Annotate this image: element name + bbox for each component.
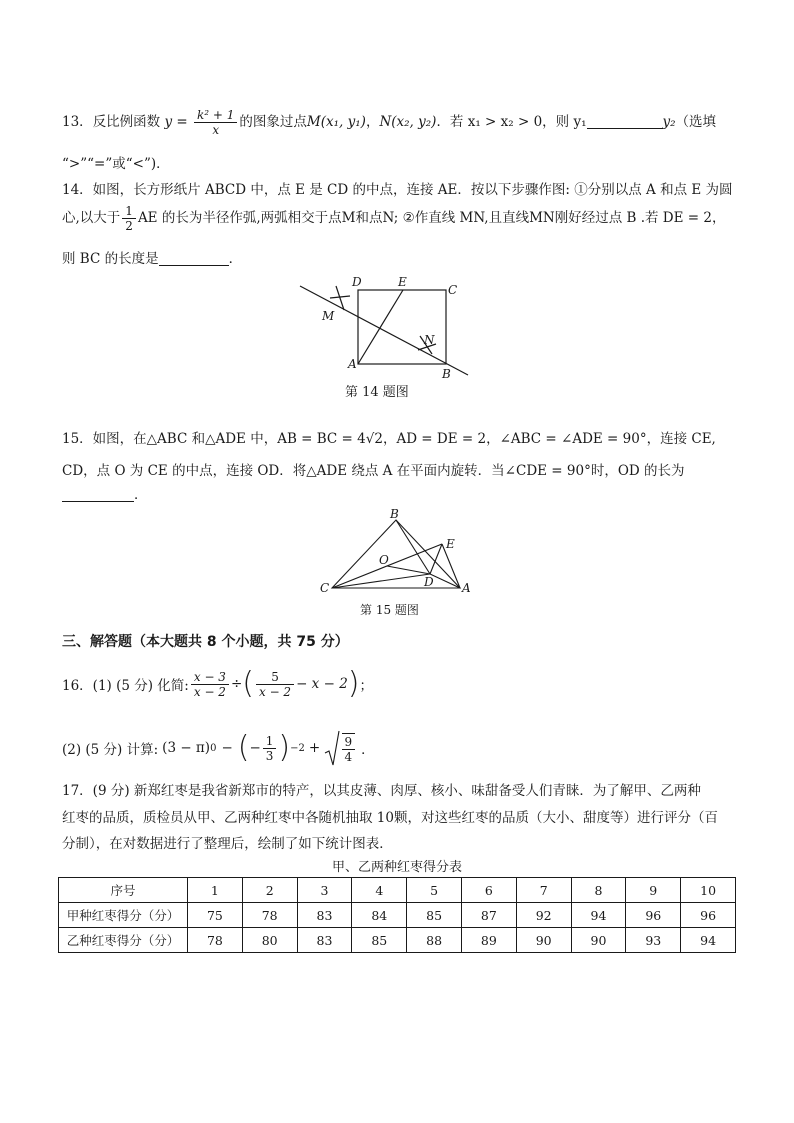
- table-header-label: 序号: [59, 878, 188, 903]
- q14-figure: [290, 272, 480, 402]
- q13-comma: ，: [365, 114, 380, 130]
- q14-label-m: M: [322, 309, 335, 323]
- table-cell: 78: [188, 928, 243, 953]
- table-row-label: 甲种红枣得分（分）: [59, 903, 188, 928]
- table-header-cell: 4: [352, 878, 407, 903]
- q14-line1: 14．如图，长方形纸片 ABCD 中，点 E 是 CD 的中点，连接 AE．按以下步骤作图: ①分别以点 A 和点 E 为圆: [62, 182, 733, 198]
- q14-line2: [62, 204, 725, 233]
- table-cell: 89: [461, 928, 516, 953]
- q16-period: ．: [361, 742, 375, 758]
- q15-segment-od: [387, 566, 430, 574]
- q14-line3: [62, 247, 242, 267]
- table-cell: 83: [297, 928, 352, 953]
- q15-answer-blank[interactable]: [62, 501, 134, 502]
- q14-line3-text: 则 BC 的长度是: [62, 251, 159, 267]
- q16-third-num: 1: [263, 734, 277, 749]
- table-header-cell: 8: [571, 878, 626, 903]
- q15-triangle-abc: [332, 520, 460, 588]
- q14-arc-m1: [336, 286, 344, 310]
- table-cell: 94: [681, 928, 736, 953]
- table-header-cell: 5: [407, 878, 462, 903]
- table-cell: 85: [407, 903, 462, 928]
- q14-line2-b: AE 的长为半径作弧,两弧相交于点M和点N; ②作直线 MN,且直线MN刚好经过点 B .若 DE = 2，: [137, 210, 726, 226]
- table-cell: 84: [352, 903, 407, 928]
- q13-point-n: N(x₂, y₂): [379, 114, 437, 130]
- q16-exp0: 0: [210, 742, 217, 754]
- q13-line2: “>”“=”或“<”)．: [62, 156, 170, 172]
- table-cell: 80: [242, 928, 297, 953]
- q13-number: 13．: [62, 114, 93, 130]
- q13-fraction: [194, 108, 237, 137]
- table-cell: 88: [407, 928, 462, 953]
- q14-label-n: N: [424, 333, 435, 347]
- q13-y2: y₂: [662, 114, 676, 130]
- q14-half-den: 2: [125, 219, 133, 233]
- table-header-cell: 9: [626, 878, 681, 903]
- q16-frac1-den: x − 2: [193, 684, 226, 699]
- q14-label-e: E: [398, 275, 407, 289]
- q16-tail: − x − 2: [296, 676, 348, 692]
- q14-line2-a: 心,以大于: [62, 210, 121, 226]
- q16-third-fraction: [263, 734, 277, 763]
- q13-condition: ．若 x₁ > x₂ > 0，则 y₁: [436, 114, 587, 130]
- q13-line1: [62, 108, 716, 137]
- table-cell: 90: [516, 928, 571, 953]
- q16-radical-icon: [324, 729, 340, 767]
- table-cell: 94: [571, 903, 626, 928]
- table-header-cell: 2: [242, 878, 297, 903]
- q16-paren-close: ): [278, 730, 291, 765]
- q15-caption: 第 15 题图: [360, 603, 419, 617]
- q16-frac1-num: x − 3: [191, 670, 229, 685]
- q15-label-o: O: [379, 553, 389, 567]
- q15-period: ．: [134, 487, 148, 503]
- table-cell: 96: [681, 903, 736, 928]
- table-row-label: 乙种红枣得分（分）: [59, 928, 188, 953]
- table-row: [59, 928, 736, 953]
- q16-sqrt-den: 4: [344, 749, 353, 764]
- q16-frac2: [256, 670, 294, 699]
- q17-line2: 红枣的品质，质检员从甲、乙两种红枣中各随机抽取 10颗，对这些红枣的品质（大小、甜度等）进行评分（百: [62, 810, 718, 826]
- section3-title: 三、解答题（本大题共 8 个小题，共 75 分）: [62, 634, 349, 650]
- q14-label-a: A: [348, 357, 357, 371]
- q14-period: ．: [228, 251, 243, 267]
- q13-y-eq: y =: [164, 114, 188, 130]
- q13-lead: 反比例函数: [92, 114, 161, 130]
- q16-right-paren: ): [347, 666, 360, 701]
- table-header-cell: 6: [461, 878, 516, 903]
- q14-label-c: C: [448, 283, 458, 297]
- q17-line3: 分制），在对数据进行了整理后，绘制了如下统计图表．: [62, 836, 393, 852]
- q16-part1-label: 16．(1) (5 分) 化简:: [62, 678, 189, 694]
- q13-frac-den: x: [212, 123, 220, 137]
- q15-segment-cd: [332, 574, 430, 588]
- q16-sqrt-fraction: [342, 733, 356, 764]
- q16-sqrt-num: 9: [342, 735, 356, 750]
- q16-expr-a: (3 − π): [162, 740, 211, 756]
- table-cell: 83: [297, 903, 352, 928]
- q16-divide: ÷: [230, 676, 243, 692]
- q15-label-a: A: [462, 581, 471, 595]
- q14-caption: 第 14 题图: [345, 385, 409, 400]
- q16-part1: [62, 664, 373, 704]
- q16-sqrt: [324, 729, 357, 767]
- q16-frac1: [191, 670, 229, 699]
- q16-left-paren: (: [242, 666, 254, 701]
- q16-exp-neg2: −2: [290, 742, 305, 754]
- q16-frac2-den: x − 2: [258, 684, 292, 699]
- q16-minus: −: [221, 740, 233, 756]
- q16-neg: −: [249, 740, 261, 756]
- q15-label-c: C: [320, 581, 330, 595]
- q15-figure: [312, 508, 482, 620]
- table-cell: 85: [352, 928, 407, 953]
- q13-point-m: M(x₁, y₁): [306, 114, 366, 130]
- q16-semicolon: ；: [359, 678, 373, 694]
- q14-half-fraction: [122, 204, 136, 233]
- q15-line2: CD，点 O 为 CE 的中点，连接 OD．将△ADE 绕点 A 在平面内旋转．当∠CDE = 90°时，OD 的长为: [62, 463, 685, 479]
- q13-hint1: （选填: [675, 114, 717, 130]
- q17-line1: 17．(9 分) 新郑红枣是我省新郑市的特产，以其皮薄、肉厚、核小、味甜备受人们青睐．为了解甲、乙两种: [62, 783, 701, 799]
- q14-rectangle-abcd: [358, 290, 446, 364]
- q17-score-table: [58, 877, 736, 953]
- q15-label-d: D: [424, 575, 434, 589]
- table-cell: 75: [188, 903, 243, 928]
- q15-segment-bd: [396, 520, 430, 574]
- table-header-row: [59, 878, 736, 903]
- q16-frac2-num: 5: [256, 670, 294, 685]
- table-cell: 90: [571, 928, 626, 953]
- q14-answer-blank[interactable]: [159, 265, 229, 266]
- table-row: [59, 903, 736, 928]
- table-header-cell: 7: [516, 878, 571, 903]
- q14-segment-ae: [358, 290, 403, 364]
- q14-label-d: D: [352, 275, 362, 289]
- table-cell: 93: [626, 928, 681, 953]
- table-cell: 87: [461, 903, 516, 928]
- table-cell: 92: [516, 903, 571, 928]
- q15-label-e: E: [446, 537, 455, 551]
- q13-frac-num: k² + 1: [194, 108, 237, 123]
- q15-label-b: B: [390, 508, 399, 521]
- table-cell: 96: [626, 903, 681, 928]
- q16-plus: +: [308, 740, 321, 756]
- q15-line3: [62, 483, 148, 503]
- q17-table-title: 甲、乙两种红枣得分表: [331, 860, 462, 875]
- q16-third-den: 3: [265, 748, 274, 763]
- q14-line-mn: [300, 286, 468, 375]
- table-cell: 78: [242, 903, 297, 928]
- q14-half-num: 1: [122, 204, 136, 219]
- table-header-cell: 1: [188, 878, 243, 903]
- q16-part2: [62, 728, 375, 768]
- table-header-cell: 10: [681, 878, 736, 903]
- q13-mid: 的图象过点: [239, 114, 307, 130]
- q13-answer-blank[interactable]: [587, 128, 663, 129]
- q16-paren-open: (: [237, 730, 250, 765]
- table-header-cell: 3: [297, 878, 352, 903]
- q14-label-b: B: [442, 367, 451, 381]
- q16-part2-label: (2) (5 分) 计算:: [62, 742, 159, 758]
- q15-line1: 15．如图，在△ABC 和△ADE 中，AB = BC = 4√2，AD = DE = 2，∠ABC = ∠ADE = 90°，连接 CE,: [62, 431, 716, 447]
